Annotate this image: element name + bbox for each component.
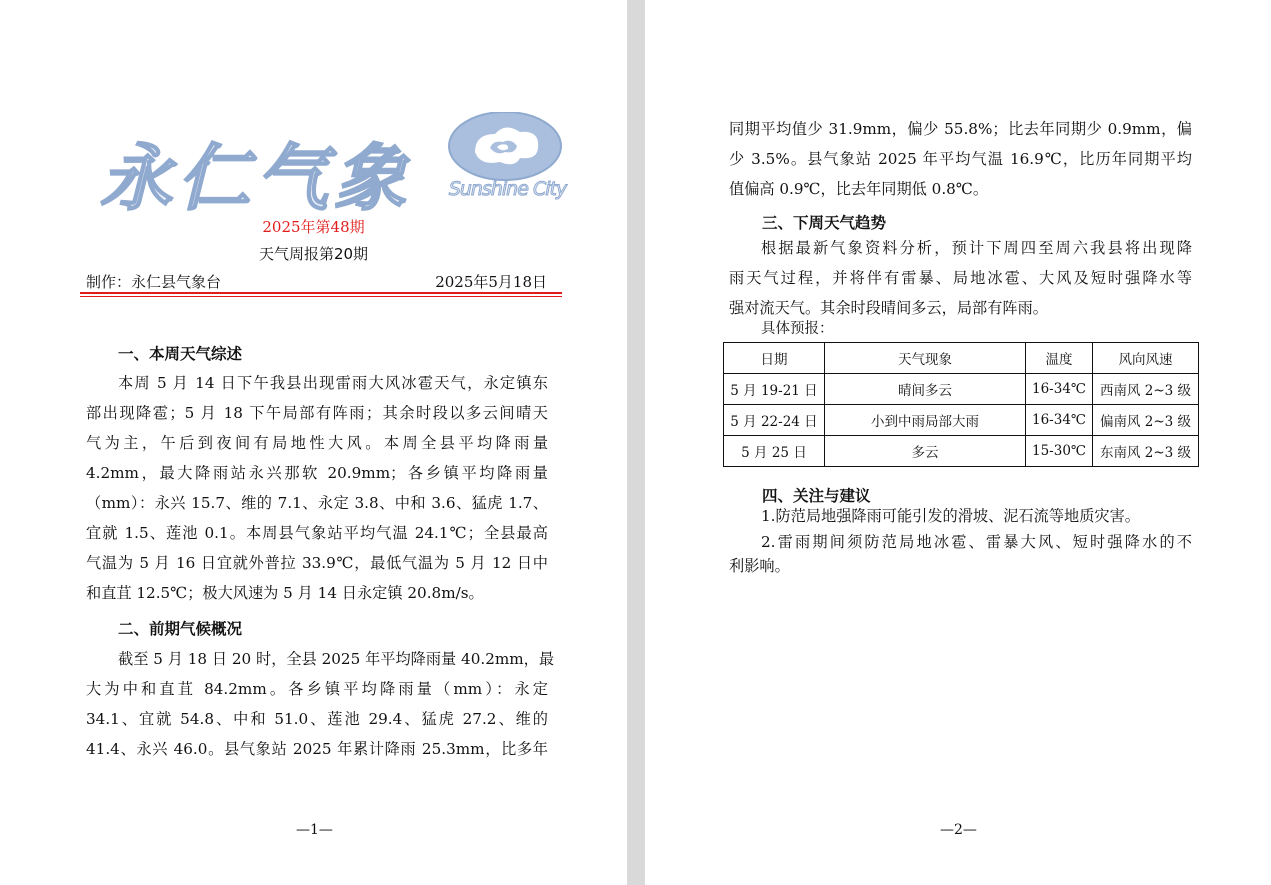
table-row bbox=[724, 436, 1199, 467]
document-page-1 bbox=[0, 0, 627, 885]
table-header-cell: 风向风速 bbox=[1093, 343, 1199, 374]
paragraph-line: 雨天气过程，并将伴有雷暴、局地冰雹、大风及短时强降水等 bbox=[729, 269, 1192, 287]
logo-text: Sunshine City bbox=[448, 178, 567, 200]
paragraph-line: 少 3.5%。县气象站 2025 年平均气温 16.9℃，比历年同期平均 bbox=[729, 150, 1192, 168]
section1-body bbox=[86, 368, 548, 608]
paragraph-line: 根据最新气象资料分析，预计下周四至周六我县将出现降 bbox=[761, 239, 1192, 257]
masthead bbox=[100, 112, 570, 220]
table-cell: 15-30℃ bbox=[1026, 436, 1093, 467]
producer-label: 制作：永仁县气象台 bbox=[86, 273, 222, 291]
table-row bbox=[724, 405, 1199, 436]
paragraph-line: 值偏高 0.9℃，比去年同期低 0.8℃。 bbox=[729, 180, 989, 198]
table-cell: 小到中雨局部大雨 bbox=[825, 405, 1026, 436]
table-cell: 东南风 2~3 级 bbox=[1093, 436, 1199, 467]
table-cell: 西南风 2~3 级 bbox=[1093, 374, 1199, 405]
paragraph-line: 利影响。 bbox=[729, 557, 790, 575]
page-number: —2— bbox=[940, 822, 977, 838]
paragraph-line: 41.4、永兴 46.0。县气象站 2025 年累计降雨 25.3mm，比多年 bbox=[86, 740, 548, 758]
table-cell: 16-34℃ bbox=[1026, 405, 1093, 436]
report-subtitle: 天气周报第20期 bbox=[258, 245, 369, 263]
table-cell: 5 月 25 日 bbox=[724, 436, 825, 467]
paragraph-line: 部出现降雹；5 月 18 下午局部有阵雨；其余时段以多云间晴天 bbox=[86, 404, 548, 422]
paragraph-line: 1.防范局地强降雨可能引发的滑坡、泥石流等地质灾害。 bbox=[761, 507, 1140, 525]
section4-heading: 四、关注与建议 bbox=[762, 487, 871, 505]
table-cell: 晴间多云 bbox=[825, 374, 1026, 405]
paragraph-line: 大为中和直苴 84.2mm。各乡镇平均降雨量（mm）：永定 bbox=[86, 680, 548, 698]
paragraph-line: 本周 5 月 14 日下午我县出现雷雨大风冰雹天气，永定镇东 bbox=[118, 374, 548, 392]
section2-body bbox=[86, 644, 555, 764]
section3-body bbox=[729, 233, 1192, 323]
forecast-table bbox=[723, 342, 1199, 467]
table-header-row bbox=[724, 343, 1199, 374]
document-page-2 bbox=[645, 0, 1271, 885]
table-cell: 偏南风 2~3 级 bbox=[1093, 405, 1199, 436]
paragraph-line: 2.雷雨期间须防范局地冰雹、雷暴大风、短时强降水的不 bbox=[761, 533, 1192, 551]
paragraph-line: 34.1、宜就 54.8、中和 51.0、莲池 29.4、猛虎 27.2、维的 bbox=[86, 710, 548, 728]
continued-text bbox=[729, 114, 1192, 204]
header-divider bbox=[80, 292, 562, 294]
table-row bbox=[724, 374, 1199, 405]
paragraph-line: （mm）：永兴 15.7、维的 7.1、永定 3.8、中和 3.6、猛虎 1.7、 bbox=[86, 494, 548, 512]
header-divider-thin bbox=[80, 296, 562, 297]
paragraph-line: 气为主，午后到夜间有局地性大风。本周全县平均降雨量 bbox=[86, 434, 548, 452]
paragraph-line: 强对流天气。其余时段晴间多云，局部有阵雨。 bbox=[729, 299, 1048, 317]
masthead-title: 永仁气象 bbox=[100, 136, 413, 220]
section3-heading: 三、下周天气趋势 bbox=[762, 214, 887, 232]
paragraph-line: 宜就 1.5、莲池 0.1。本周县气象站平均气温 24.1℃；全县最高 bbox=[86, 524, 548, 542]
page-number: —1— bbox=[296, 822, 333, 838]
issue-number: 2025年第48期 bbox=[262, 218, 365, 236]
paragraph-line: 气温为 5 月 16 日宜就外普拉 33.9℃，最低气温为 5 月 12 日中 bbox=[86, 554, 548, 572]
table-cell: 5 月 22-24 日 bbox=[724, 405, 825, 436]
section1-heading: 一、本周天气综述 bbox=[118, 345, 243, 363]
paragraph-line: 4.2mm，最大降雨站永兴那软 20.9mm；各乡镇平均降雨量 bbox=[86, 464, 548, 482]
paragraph-line: 和直苴 12.5℃；极大风速为 5 月 14 日永定镇 20.8m/s。 bbox=[86, 584, 484, 602]
forecast-label: 具体预报： bbox=[761, 321, 834, 337]
table-cell: 16-34℃ bbox=[1026, 374, 1093, 405]
report-date: 2025年5月18日 bbox=[435, 273, 547, 291]
table-header-cell: 日期 bbox=[724, 343, 825, 374]
paragraph-line: 同期平均值少 31.9mm，偏少 55.8%；比去年同期少 0.9mm，偏 bbox=[729, 120, 1192, 138]
table-cell: 多云 bbox=[825, 436, 1026, 467]
section4-body bbox=[729, 502, 1192, 578]
paragraph-line: 截至 5 月 18 日 20 时，全县 2025 年平均降雨量 40.2mm，最 bbox=[118, 650, 555, 668]
section2-heading: 二、前期气候概况 bbox=[118, 620, 243, 638]
table-header-cell: 天气现象 bbox=[825, 343, 1026, 374]
table-cell: 5 月 19-21 日 bbox=[724, 374, 825, 405]
table-header-cell: 温度 bbox=[1026, 343, 1093, 374]
